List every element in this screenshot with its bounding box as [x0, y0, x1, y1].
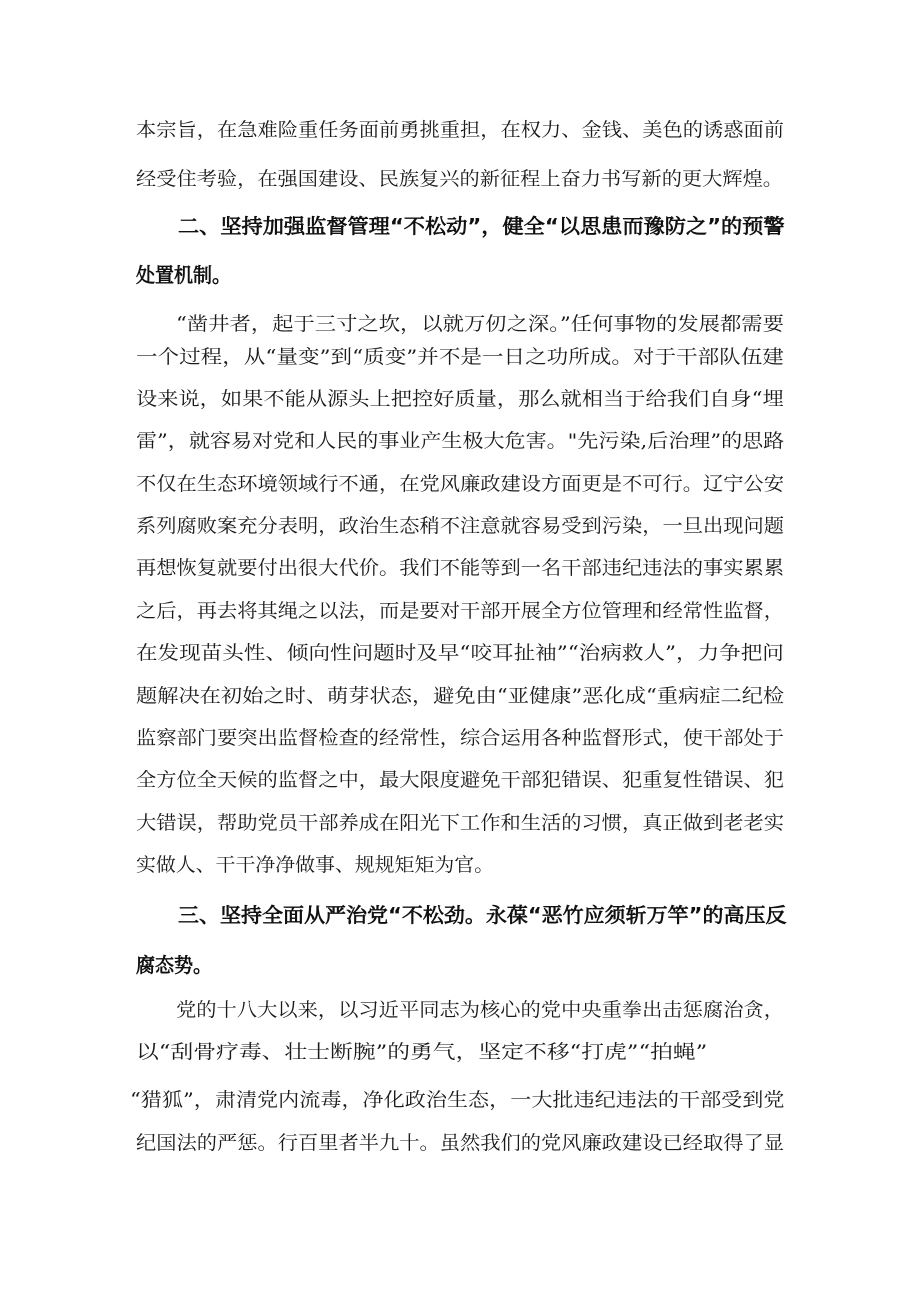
body-line [0, 508, 920, 544]
line-text: 之后，再去将其绳之以法，而是要对干部开展全方位管理和经常性监督， [136, 600, 785, 622]
body-line [0, 992, 920, 1028]
line-text: 雷”，就容易对党和人民的事业产生极大危害。"先污染,后治理”的思路 [136, 430, 785, 452]
line-text: “猎狐”，肃清党内流毒，净化政治生态，一大批违纪违法的干部受到党 [130, 1089, 785, 1111]
heading-text: 腐态势。 [136, 953, 212, 977]
body-line [0, 593, 920, 629]
body-line [0, 161, 920, 197]
heading-text: 三、坚持全面从严治党“不松劲。永葆“恶竹应须斩万竿”的高压反 [178, 903, 787, 927]
line-text: 题解决在初始之时、萌芽状态，避免由“亚健康”恶化成“重病症二纪检 [136, 685, 785, 707]
line-text: 纪国法的严惩。行百里者半九十。虽然我们的党风廉政建设已经取得了显 [136, 1132, 785, 1154]
line-text: 系列腐败案充分表明，政治生态稍不注意就容易受到污染，一旦出现问题 [136, 515, 785, 537]
body-line [0, 550, 920, 586]
body-line [0, 1125, 920, 1161]
body-line [0, 423, 920, 459]
section-heading-2-cont [0, 257, 920, 293]
body-line [0, 466, 920, 502]
body-line [0, 762, 920, 798]
body-line [0, 112, 920, 148]
section-heading-3-cont [0, 947, 920, 983]
line-text: 本宗旨，在急难险重任务面前勇挑重担，在权力、金钱、美色的诱惑面前 [136, 119, 785, 141]
body-line [0, 381, 920, 417]
line-text: “凿井者，起于三寸之坎，以就万仞之深。”任何事物的发展都需要 [176, 313, 784, 335]
line-text: 实做人、干干净净做事、规规矩矩为官。 [136, 854, 495, 876]
line-text: 设来说，如果不能从源头上把控好质量，那么就相当于给我们自身“埋 [136, 388, 784, 410]
line-text: 党的十八大以来，以习近平同志为核心的党中央重拳出击惩腐治贪， [176, 999, 785, 1021]
body-line [0, 847, 920, 883]
body-line [0, 678, 920, 714]
heading-text: 二、坚持加强监督管理“不松动”，健全“以思患而豫防之”的预警 [178, 214, 785, 238]
heading-text: 处置机制。 [136, 263, 231, 287]
line-text: 以“刮骨疗毒、壮士断腕”的勇气，坚定不移“打虎”“拍蝇” [136, 1041, 708, 1063]
section-heading-2 [0, 208, 920, 244]
body-line [0, 1082, 920, 1118]
body-line [0, 720, 920, 756]
line-text: 再想恢复就要付出很大代价。我们不能等到一名干部违纪违法的事实累累 [136, 557, 785, 579]
body-line [0, 635, 920, 671]
line-text: 全方位全天候的监督之中，最大限度避免干部犯错误、犯重复性错误、犯 [136, 769, 785, 791]
line-text: 经受住考验，在强国建设、民族复兴的新征程上奋力书写新的更大辉煌。 [136, 168, 784, 190]
line-text: 在发现苗头性、倾向性问题时及早“咬耳扯袖”“治病救人”，力争把问 [136, 642, 784, 664]
body-line [0, 805, 920, 841]
body-line [0, 306, 920, 342]
line-text: 不仅在生态环境领域行不通，在党风廉政建设方面更是不可行。辽宁公安 [136, 473, 785, 495]
line-text: 监察部门要突出监督检查的经常性，综合运用各种监督形式，使干部处于 [136, 727, 785, 749]
line-text: 大错误，帮助党员干部养成在阳光下工作和生活的习惯，真正做到老老实 [136, 812, 785, 834]
body-line [0, 339, 920, 375]
line-text: 一个过程，从“量变”到“质变”并不是一日之功所成。对于干部队伍建 [136, 346, 784, 368]
section-heading-3 [0, 897, 920, 933]
body-line [0, 1034, 920, 1070]
